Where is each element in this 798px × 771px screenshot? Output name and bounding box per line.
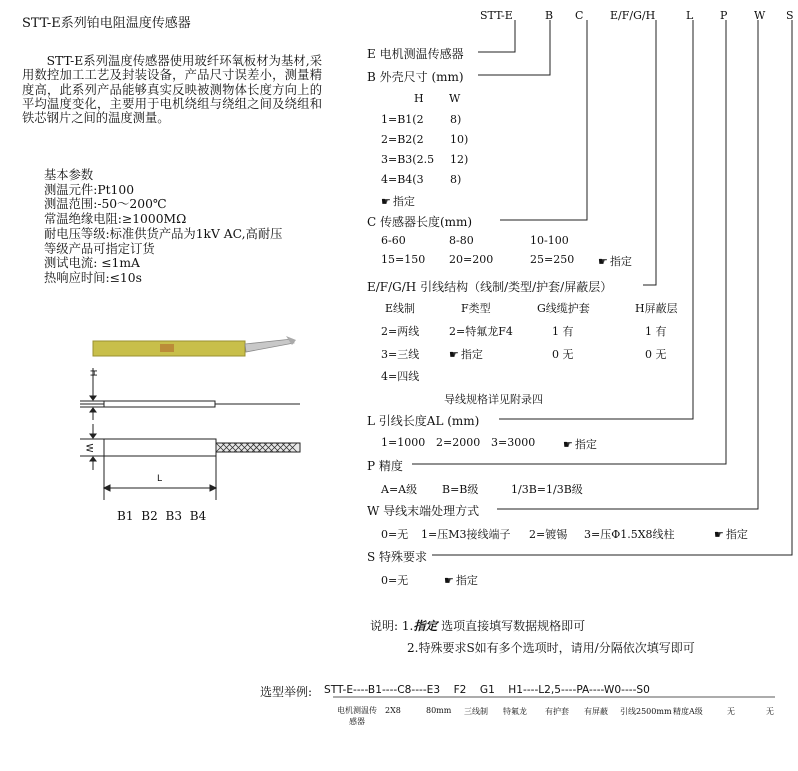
example-code: STT-E----B1----C8----E3 F2 G1 H1----L2,5----PA----W0----S0 xyxy=(324,684,650,696)
b-row-w: 8) xyxy=(450,113,462,126)
b-row-code: 3=B3(2.5 xyxy=(381,153,435,166)
specify-label: 指定 xyxy=(460,348,483,361)
efgh-header-f: F类型 xyxy=(461,302,491,315)
p-option: 1/3B=1/3B级 xyxy=(511,483,583,496)
example-caption: 无 xyxy=(766,707,774,716)
specify-label: 指定 xyxy=(574,438,597,451)
efgh-cell: 1 有 xyxy=(645,325,667,338)
example-caption: 精度A级 xyxy=(673,707,703,716)
b-row-w: 12) xyxy=(450,153,469,166)
c-option: 25=250 xyxy=(530,253,575,266)
c-option: 10-100 xyxy=(530,234,569,247)
example-caption: 特氟龙 xyxy=(503,707,527,716)
param-line: 等级产品可指定订货 xyxy=(44,241,155,256)
section-e-title: E 电机测温传感器 xyxy=(367,47,464,61)
efgh-header-g: G线缆护套 xyxy=(537,302,590,315)
l-option: 3=3000 xyxy=(491,436,536,449)
efgh-cell: 0 无 xyxy=(645,348,667,361)
example-caption: 有护套 xyxy=(545,707,569,716)
param-line: 测温范围:-50～200℃ xyxy=(44,197,167,212)
pointing-hand-icon: ☛ xyxy=(444,574,454,587)
code-b: B xyxy=(545,9,554,22)
example-caption: 电机测温传感器 xyxy=(337,706,377,726)
efgh-header-h: H屏蔽层 xyxy=(635,302,678,315)
note-1-emphasis: 指定 xyxy=(413,619,438,633)
note-1-text: 选项直接填写数据规格即可 xyxy=(441,619,586,633)
variant-labels: B1 B2 B3 B4 xyxy=(117,509,207,523)
w-option: 2=镀锡 xyxy=(529,528,568,541)
efgh-note: 导线规格详见附录四 xyxy=(444,393,543,406)
code-c: C xyxy=(575,9,584,22)
code-w: W xyxy=(754,9,766,22)
product-description: STT-E系列温度传感器使用玻纤环氧板材为基材,采用数控加工工艺及封装设备，产品尺寸误差小，测量精度高，此系列产品能够真实反映被测物体长度方向上的平均温度变化，主要用于电机绕组与绕组之间及绕组和铁芯钢片之间的温度测量。 xyxy=(22,54,322,126)
dim-w-label: W xyxy=(83,443,94,453)
b-col-w: W xyxy=(449,92,461,105)
code-s: S xyxy=(786,9,794,22)
l-option: 2=2000 xyxy=(436,436,481,449)
example-caption: 三线制 xyxy=(464,707,488,716)
l-option: 1=1000 xyxy=(381,436,426,449)
w-specify xyxy=(714,526,748,542)
param-line: 测试电流: ≤1mA xyxy=(44,256,140,271)
pointing-hand-icon: ☛ xyxy=(449,348,459,361)
section-w-title: W 导线末端处理方式 xyxy=(367,504,480,518)
example-caption: 2X8 xyxy=(385,706,401,715)
w-option: 1=压M3接线端子 xyxy=(421,528,511,541)
example-caption: 有屏蔽 xyxy=(584,707,608,716)
dim-l-label: L xyxy=(157,474,163,484)
b-row-w: 10) xyxy=(450,133,469,146)
specify-label: 指定 xyxy=(609,255,632,268)
s-option: 0=无 xyxy=(381,574,409,587)
param-line: 热响应时间:≤10s xyxy=(44,270,142,285)
top-view-drawing xyxy=(80,368,300,420)
param-line: 耐电压等级:标准供货产品为1kV AC,高耐压 xyxy=(44,226,283,241)
note-1-number: 1. xyxy=(401,619,414,633)
b-col-h: H xyxy=(414,92,424,105)
params-heading: 基本参数 xyxy=(44,168,94,182)
section-p-title: P 精度 xyxy=(367,459,403,473)
specify-label: 指定 xyxy=(392,195,415,208)
w-option: 3=压Φ1.5X8线柱 xyxy=(584,528,675,541)
sensor-photo xyxy=(93,336,296,356)
example-caption: 无 xyxy=(727,707,735,716)
section-efgh-title: E/F/G/H 引线结构（线制/类型/护套/屏蔽层） xyxy=(367,280,613,294)
c-specify xyxy=(598,253,632,269)
example-caption: 80mm xyxy=(426,706,452,715)
p-option: B=B级 xyxy=(442,483,479,496)
pointing-hand-icon: ☛ xyxy=(563,438,573,451)
b-row-code: 1=B1(2 xyxy=(381,113,424,126)
specify-label: 指定 xyxy=(455,574,478,587)
efgh-cell: 1 有 xyxy=(552,325,574,338)
s-specify xyxy=(444,572,478,588)
b-row-w: 8) xyxy=(450,173,462,186)
efgh-header-e: E线制 xyxy=(385,302,416,315)
c-option: 20=200 xyxy=(449,253,494,266)
side-view-drawing xyxy=(80,424,300,500)
b-specify xyxy=(381,193,415,209)
efgh-specify xyxy=(449,346,483,362)
note-2: 2.特殊要求S如有多个选项时，请用/分隔依次填写即可 xyxy=(407,641,695,655)
section-c-title: C 传感器长度(mm) xyxy=(367,215,473,229)
section-l-title: L 引线长度AL (mm) xyxy=(367,414,480,428)
code-stt-e: STT-E xyxy=(480,9,513,22)
code-l: L xyxy=(686,9,694,22)
code-efgh: E/F/G/H xyxy=(610,9,656,22)
page-title: STT-E系列铂电阻温度传感器 xyxy=(22,16,191,31)
efgh-cell: 4=四线 xyxy=(381,370,420,383)
note-label: 说明: xyxy=(370,619,399,633)
b-row-code: 4=B4(3 xyxy=(381,173,424,186)
section-s-title: S 特殊要求 xyxy=(367,550,428,564)
b-row-code: 2=B2(2 xyxy=(381,133,424,146)
param-line: 常温绝缘电阻:≥1000MΩ xyxy=(44,212,187,227)
pointing-hand-icon: ☛ xyxy=(381,195,391,208)
specify-label: 指定 xyxy=(725,528,748,541)
c-option: 6-60 xyxy=(381,234,406,247)
code-p: P xyxy=(720,9,728,22)
note-1 xyxy=(370,617,585,634)
efgh-cell: 0 无 xyxy=(552,348,574,361)
w-option: 0=无 xyxy=(381,528,409,541)
efgh-cell: 2=特氟龙F4 xyxy=(449,325,513,338)
c-option: 15=150 xyxy=(381,253,426,266)
pointing-hand-icon: ☛ xyxy=(598,255,608,268)
example-label: 选型举例: xyxy=(260,685,313,699)
section-b-title: B 外壳尺寸 (mm) xyxy=(367,70,464,84)
pointing-hand-icon: ☛ xyxy=(714,528,724,541)
c-option: 8-80 xyxy=(449,234,474,247)
efgh-cell: 3=三线 xyxy=(381,348,420,361)
efgh-cell: 2=两线 xyxy=(381,325,420,338)
l-specify xyxy=(563,436,597,452)
param-line: 测温元件:Pt100 xyxy=(44,182,135,197)
p-option: A=A级 xyxy=(381,483,418,496)
example-caption: 引线2500mm xyxy=(620,707,672,716)
dim-h-label: H xyxy=(87,369,98,377)
